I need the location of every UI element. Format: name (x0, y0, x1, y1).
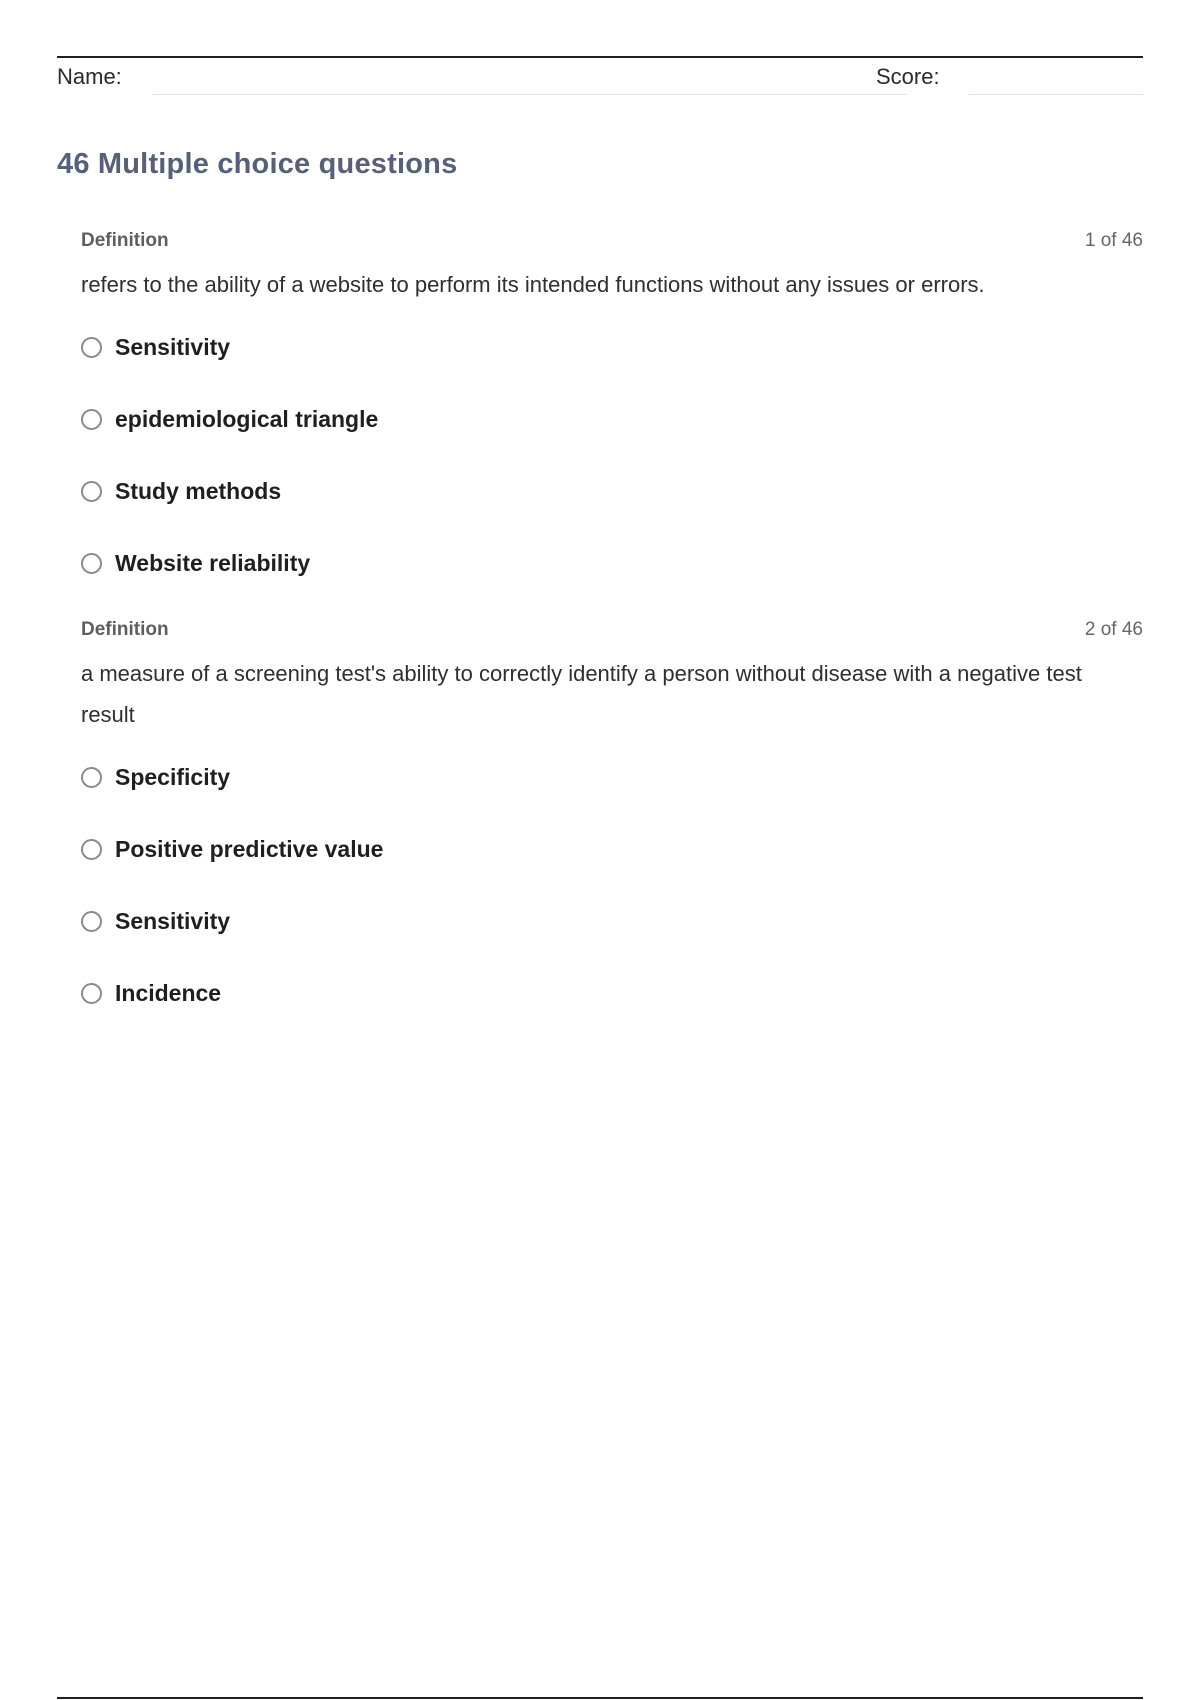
question-counter: 2 of 46 (1084, 619, 1143, 640)
option-item[interactable] (81, 813, 1143, 885)
option-item[interactable] (81, 527, 1143, 599)
question-type-label: Definition (81, 619, 169, 640)
radio-button-icon[interactable] (81, 481, 102, 502)
radio-button-icon[interactable] (81, 553, 102, 574)
question-2 (81, 615, 1143, 1029)
question-header (81, 615, 1143, 645)
bottom-divider (57, 1697, 1143, 1699)
question-header (81, 226, 1143, 256)
radio-button-icon[interactable] (81, 767, 102, 788)
worksheet-page (57, 0, 1143, 1700)
radio-button-icon[interactable] (81, 337, 102, 358)
radio-button-icon[interactable] (81, 911, 102, 932)
options-list (81, 741, 1143, 1029)
option-item[interactable] (81, 455, 1143, 527)
option-label: epidemiological triangle (115, 405, 379, 432)
question-1 (81, 226, 1143, 599)
question-text: a measure of a screening test's ability to correctly identify a person without disease with a negative test result (81, 661, 1082, 727)
score-field-line[interactable] (969, 94, 1143, 95)
option-label: Website reliability (115, 549, 311, 576)
option-item[interactable] (81, 311, 1143, 383)
header-row (57, 58, 1143, 98)
name-field-line[interactable] (153, 94, 907, 95)
radio-button-icon[interactable] (81, 839, 102, 860)
name-label: Name: (57, 64, 122, 89)
question-type-label: Definition (81, 230, 169, 251)
question-counter: 1 of 46 (1084, 230, 1143, 251)
radio-button-icon[interactable] (81, 983, 102, 1004)
page-title: 46 Multiple choice questions (57, 148, 458, 180)
options-list (81, 311, 1143, 599)
option-item[interactable] (81, 383, 1143, 455)
score-label: Score: (876, 64, 940, 89)
option-label: Sensitivity (115, 907, 231, 934)
option-label: Incidence (115, 979, 222, 1006)
option-label: Study methods (115, 477, 282, 504)
option-label: Specificity (115, 763, 231, 790)
question-text: refers to the ability of a website to perform its intended functions without any issues or errors. (81, 272, 985, 297)
option-item[interactable] (81, 885, 1143, 957)
radio-button-icon[interactable] (81, 409, 102, 430)
option-item[interactable] (81, 957, 1143, 1029)
option-label: Positive predictive value (115, 835, 384, 862)
option-item[interactable] (81, 741, 1143, 813)
option-label: Sensitivity (115, 333, 231, 360)
